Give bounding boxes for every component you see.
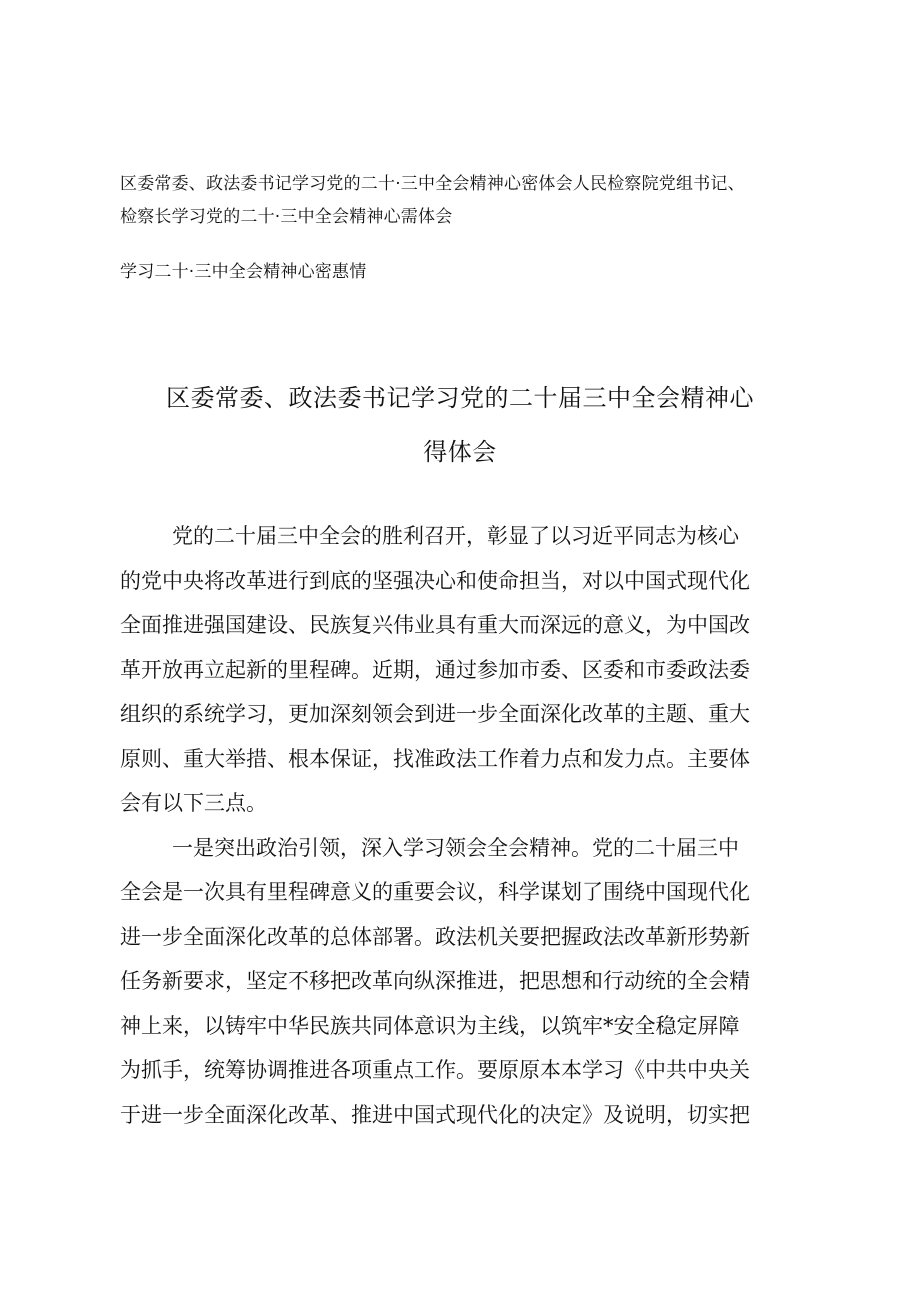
paragraph-line: 会有以下三点。	[120, 791, 267, 815]
paragraph-line: 革开放再立起新的里程碑。近期，通过参加市委、区委和市委政法委	[120, 657, 750, 682]
article-title-line-2: 得体会	[423, 438, 497, 466]
paragraph-2	[120, 826, 800, 1138]
table-of-contents	[120, 168, 840, 289]
toc-entry-2-line-1: 学习二十·三中全会精神心密惠情	[120, 262, 367, 282]
toc-entry-2	[120, 256, 840, 289]
toc-entry-1	[120, 168, 840, 234]
paragraph-line: 全会是一次具有里程碑意义的重要会议，科学谋划了围绕中国现代化	[120, 880, 750, 904]
toc-entry-1-line-2: 检察长学习党的二十·三中全会精神心需体会	[120, 207, 453, 227]
article-title	[120, 371, 800, 479]
paragraph-line: 进一步全面深化改革的总体部署。政法机关要把握政法改革新形势新	[120, 924, 750, 949]
paragraph-line: 原则、重大举措、根本保证，找准政法工作着力点和发力点。主要体	[120, 746, 750, 771]
paragraph-line: 全面推进强国建设、民族复兴伟业具有重大而深远的意义，为中国改	[120, 613, 750, 637]
article-body	[120, 514, 800, 1137]
paragraph-line: 于进一步全面深化改革、推进中国式现代化的决定》及说明，切实把	[120, 1102, 750, 1127]
paragraph-1	[120, 514, 800, 826]
article-title-line-1: 区委常委、政法委书记学习党的二十届三中全会精神心	[166, 384, 754, 412]
paragraph-line: 一是突出政治引领，深入学习领会全会精神。党的二十届三中	[172, 835, 739, 860]
toc-entry-1-line-1: 区委常委、政法委书记学习党的二十·三中全会精神心密体会人民检察院党组书记、	[120, 174, 745, 194]
paragraph-line: 神上来，以铸牢中华民族共同体意识为主线，以筑牢*安全稳定屏障	[120, 1013, 740, 1038]
paragraph-line: 为抓手，统筹协调推进各项重点工作。要原原本本学习《中共中央关	[120, 1058, 750, 1082]
paragraph-line: 党的二十届三中全会的胜利召开，彰显了以习近平同志为核心	[172, 524, 739, 548]
paragraph-line: 任务新要求，坚定不移把改革向纵深推进，把思想和行动统的全会精	[120, 969, 750, 993]
paragraph-line: 的党中央将改革进行到底的坚强决心和使命担当，对以中国式现代化	[120, 568, 750, 593]
paragraph-line: 组织的系统学习，更加深刻领会到进一步全面深化改革的主题、重大	[120, 702, 750, 726]
